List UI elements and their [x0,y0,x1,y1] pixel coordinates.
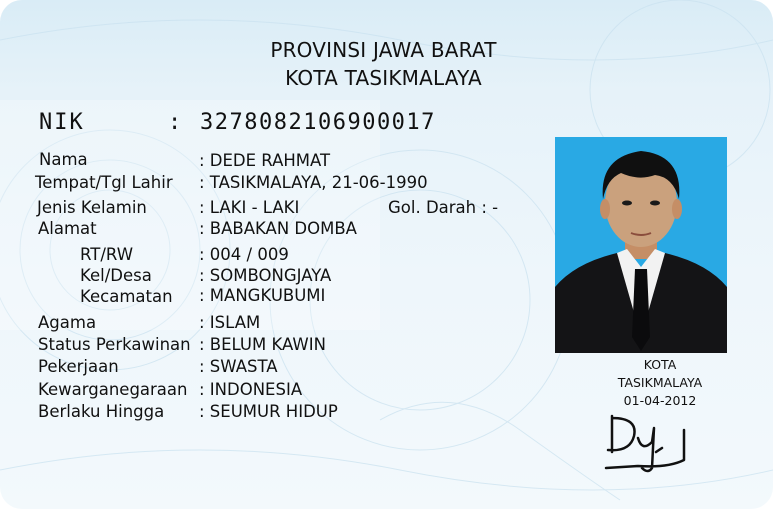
nik-value: 3278082106900017 [200,110,436,135]
label-alamat: Alamat [38,219,97,238]
label-jenis-kelamin: Jenis Kelamin [37,198,147,217]
signature [598,408,698,478]
value-kewarganegaraan: : INDONESIA [199,380,303,399]
holder-photo [555,137,727,353]
value-agama: : ISLAM [199,313,261,332]
portrait-illustration [555,137,727,353]
issue-city-line1: KOTA [643,357,677,372]
value-alamat: : BABAKAN DOMBA [199,219,357,238]
value-nama: : DEDE RAHMAT [199,151,331,170]
label-berlaku-hingga: Berlaku Hingga [38,402,165,421]
label-pekerjaan: Pekerjaan [38,357,119,376]
label-nama: Nama [39,150,88,169]
province-title: PROVINSI JAWA BARAT [270,38,497,62]
label-gol-darah: Gol. Darah : - [388,198,499,217]
nik-colon: : [168,110,182,135]
value-jenis-kelamin: : LAKI - LAKI [199,198,300,217]
value-berlaku-hingga: : SEUMUR HIDUP [199,402,338,421]
issue-city-line2: TASIKMALAYA [617,375,703,390]
label-status-perkawinan: Status Perkawinan [38,335,191,354]
value-kecamatan: : MANGKUBUMI [199,286,326,305]
label-kecamatan: Kecamatan [80,287,173,306]
city-title: KOTA TASIKMALAYA [285,66,482,90]
label-ttl: Tempat/Tgl Lahir [35,173,173,192]
value-status-perkawinan: : BELUM KAWIN [199,335,326,354]
value-kel-desa: : SOMBONGJAYA [199,266,332,285]
value-ttl: : TASIKMALAYA, 21-06-1990 [199,173,428,192]
label-kel-desa: Kel/Desa [80,266,152,285]
issue-date: 01-04-2012 [623,393,697,408]
value-rt-rw: : 004 / 009 [199,245,289,264]
label-kewarganegaraan: Kewarganegaraan [38,380,188,399]
nik-label: NIK [39,110,85,135]
label-rt-rw: RT/RW [80,245,134,264]
value-pekerjaan: : SWASTA [199,357,278,376]
label-agama: Agama [38,313,97,332]
